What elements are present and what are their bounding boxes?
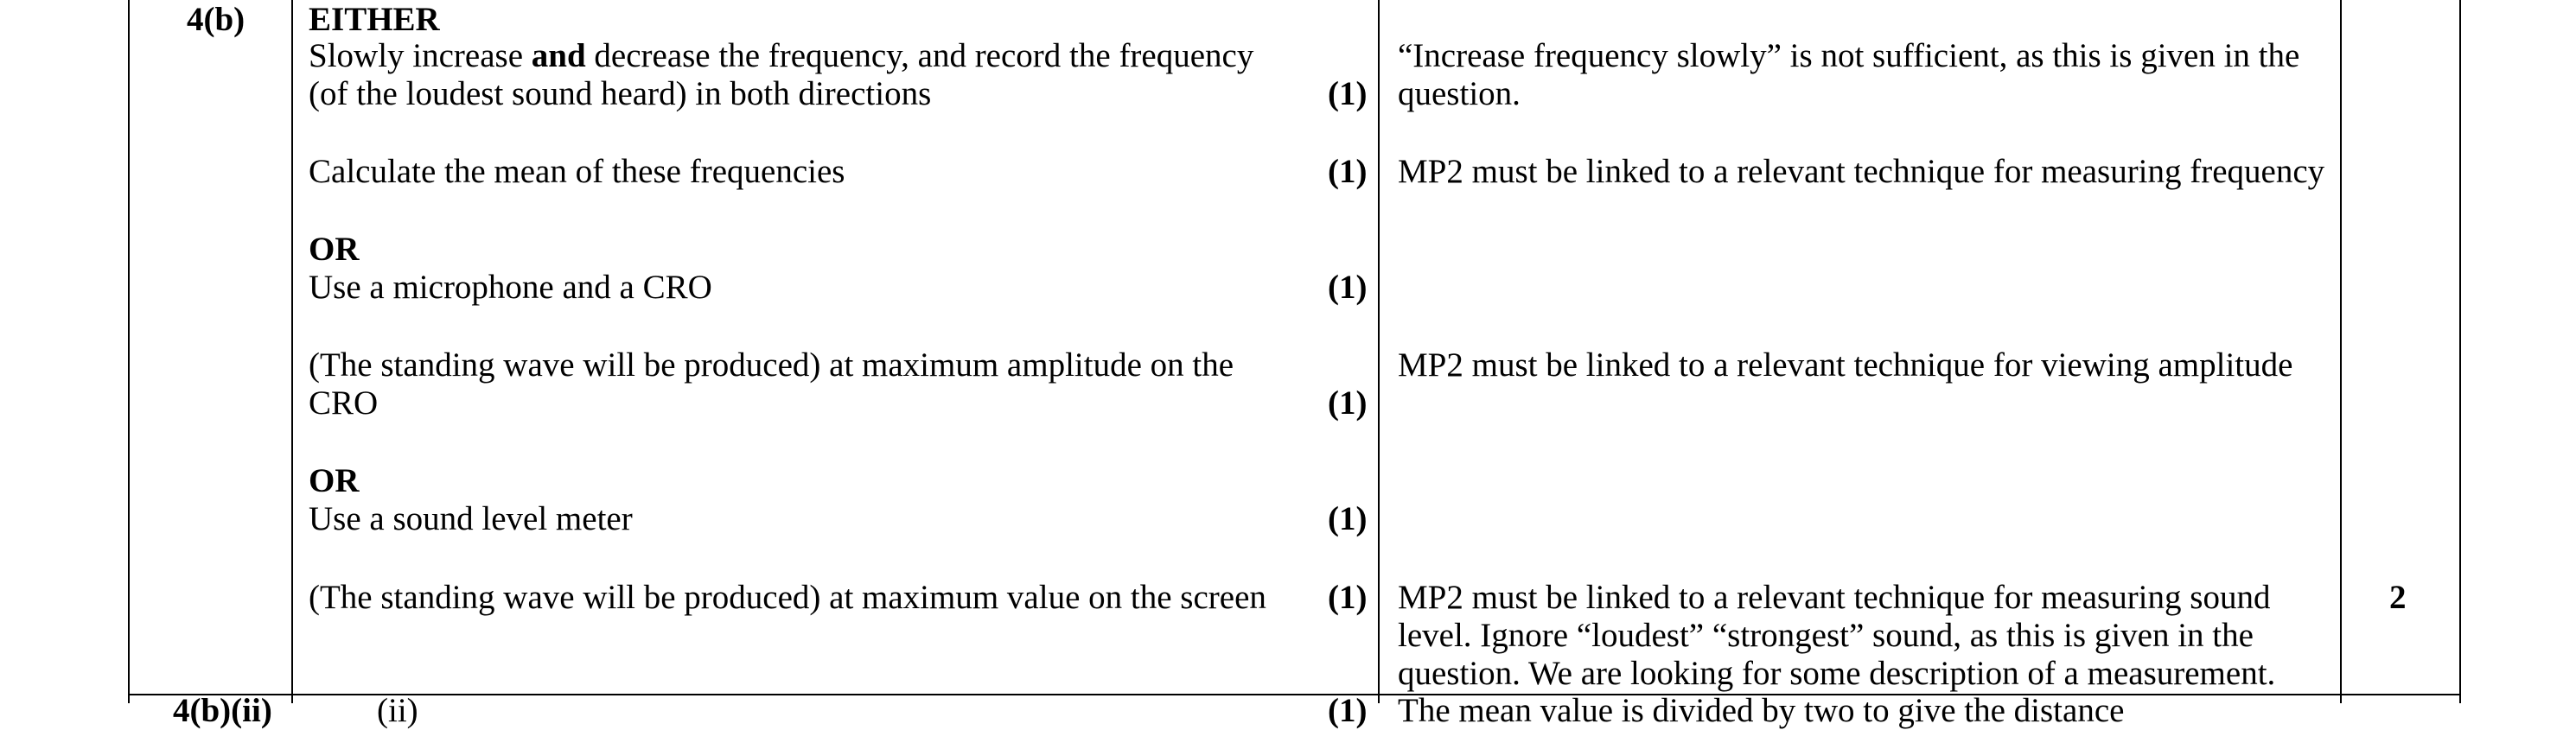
table-border-right: [2459, 0, 2461, 703]
guidance-line: level. Ignore “loudest” “strongest” sound, as this is given in the: [1398, 617, 2254, 654]
answer-line-directions: (of the loudest sound heard) in both directions: [309, 75, 932, 112]
mark-1: (1): [1328, 75, 1368, 112]
mark-2: (1): [1328, 153, 1368, 190]
question-number: 4(b): [187, 1, 245, 38]
next-row-guidance: The mean value is divided by two to give the distance: [1398, 692, 2125, 729]
column-divider-marks: [2340, 0, 2342, 703]
answer-line-microphone: Use a microphone and a CRO: [309, 269, 712, 306]
guidance-line: question.: [1398, 75, 1521, 112]
total-marks: 2: [2389, 579, 2407, 616]
mark-3: (1): [1328, 269, 1368, 306]
answer-text-part: decrease the frequency, and record the frequency: [585, 37, 1254, 74]
guidance-line: “Increase frequency slowly” is not sufficient, as this is given in the: [1398, 37, 2300, 74]
mark-5: (1): [1328, 500, 1368, 537]
answer-line-sound-meter: Use a sound level meter: [309, 500, 633, 537]
or-heading-2: OR: [309, 462, 360, 499]
answer-line-cro: CRO: [309, 384, 379, 422]
guidance-line: MP2 must be linked to a relevant technique for measuring frequency: [1398, 153, 2325, 190]
answer-line-increase-decrease: [309, 36, 1253, 75]
next-row-question-number: 4(b)(ii): [173, 692, 272, 729]
answer-line-mean: Calculate the mean of these frequencies: [309, 153, 845, 190]
guidance-line: MP2 must be linked to a relevant technique for measuring sound: [1398, 579, 2271, 616]
table-border-left: [128, 0, 130, 703]
mark-4: (1): [1328, 384, 1368, 422]
answer-text-part: Slowly increase: [309, 37, 532, 74]
either-heading: EITHER: [309, 1, 440, 38]
answer-line-cro-amplitude: (The standing wave will be produced) at maximum amplitude on the: [309, 346, 1234, 384]
column-divider-guidance: [1378, 0, 1380, 703]
answer-bold-and: and: [531, 37, 586, 74]
next-row-mark: (1): [1328, 692, 1368, 729]
answer-line-max-value: (The standing wave will be produced) at maximum value on the screen: [309, 579, 1266, 616]
next-row-answer: (ii): [377, 692, 418, 729]
column-divider-answer: [291, 0, 293, 703]
guidance-line: MP2 must be linked to a relevant technique for viewing amplitude: [1398, 346, 2293, 384]
guidance-line: question. We are looking for some description of a measurement.: [1398, 655, 2276, 692]
or-heading-1: OR: [309, 231, 360, 268]
mark-6: (1): [1328, 579, 1368, 616]
